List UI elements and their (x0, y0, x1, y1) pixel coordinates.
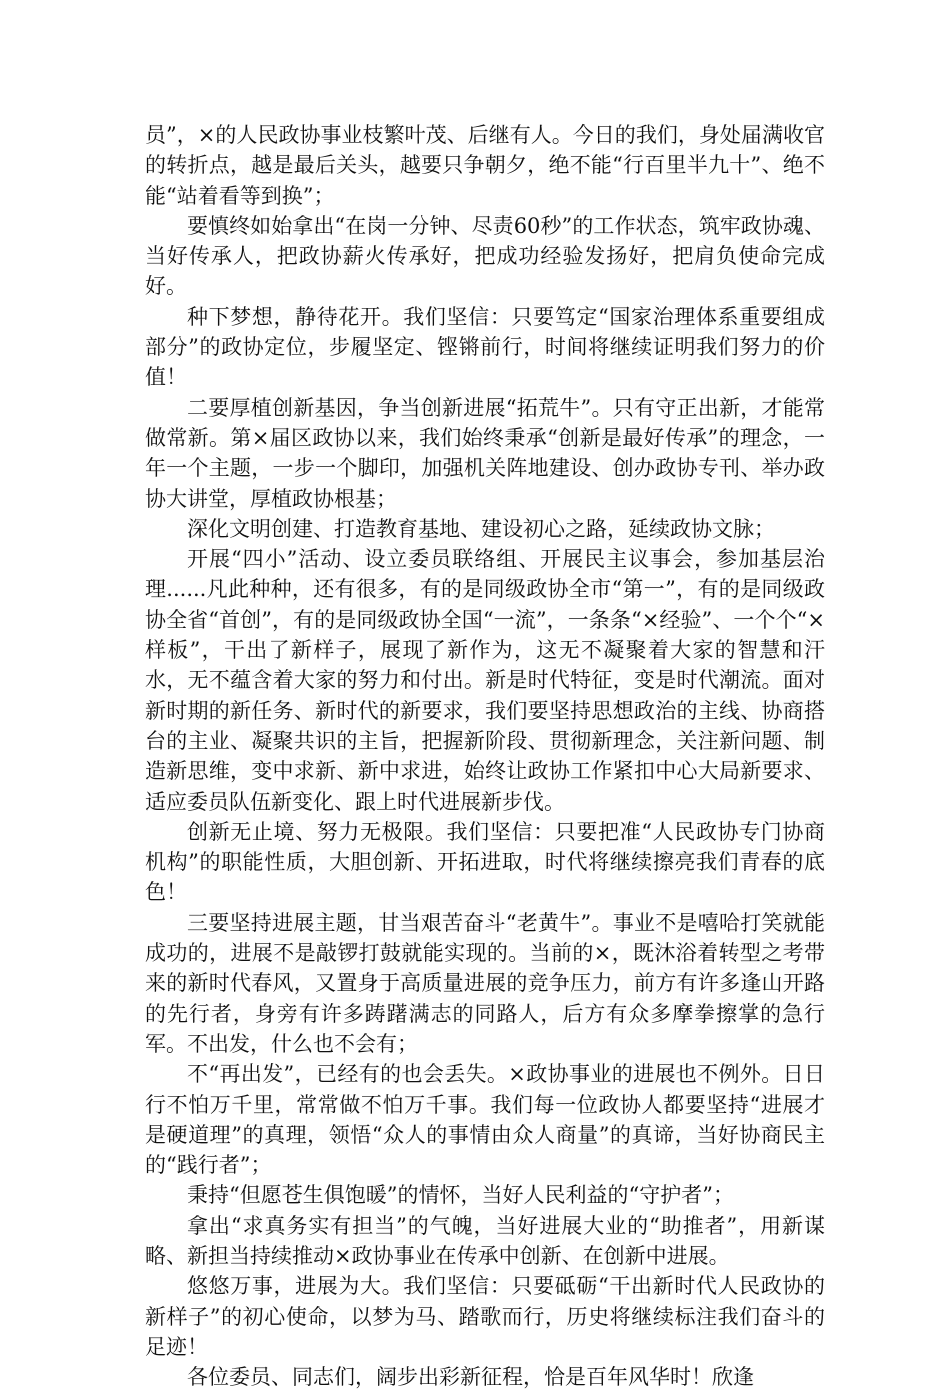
document-body (145, 120, 825, 1392)
paragraph-9: 不“再出发”，已经有的也会丢失。×政协事业的进展也不例外。日日行不怕万千里，常常做不怕万千事。我们每一位政协人都要坚持“进展才是硬道理”的真理，领悟“众人的事情由众人商量”的真谛，当好协商民主的“践行者”； (145, 1062, 825, 1178)
paragraph-11: 拿出“求真务实有担当”的气魄，当好进展大业的“助推者”，用新谋略、新担当持续推动×政协事业在传承中创新、在创新中进展。 (145, 1213, 825, 1268)
paragraph-1: 员”，×的人民政协事业枝繁叶茂、后继有人。今日的我们，身处届满收官的转折点，越是最后关头，越要只争朝夕，绝不能“行百里半九十”、绝不能“站着看等到换”； (145, 123, 825, 208)
paragraph-3: 种下梦想，静待花开。我们坚信：只要笃定“国家治理体系重要组成部分”的政协定位，步履坚定、铿锵前行，时间将继续证明我们努力的价值！ (145, 304, 825, 390)
paragraph-8: 三要坚持进展主题，甘当艰苦奋斗“老黄牛”。事业不是嘻哈打笑就能成功的，进展不是敲锣打鼓就能实现的。当前的×，既沐浴着转型之考带来的新时代春风，又置身于高质量进展的竞争压力，前方有许多逢山开路的先行者，身旁有许多踌躇满志的同路人，后方有众多摩拳擦掌的急行军。不出发，什么也不会有； (145, 910, 825, 1056)
paragraph-12: 悠悠万事，进展为大。我们坚信：只要砥砺“干出新时代人民政协的新样子”的初心使命，以梦为马、踏歌而行，历史将继续标注我们奋斗的足迹！ (145, 1274, 825, 1359)
paragraph-2: 要慎终如始拿出“在岗一分钟、尽责60秒”的工作状态，筑牢政协魂、当好传承人，把政协薪火传承好，把成功经验发扬好，把肩负使命完成好。 (145, 213, 825, 299)
paragraph-4: 二要厚植创新基因，争当创新进展“拓荒牛”。只有守正出新，才能常做常新。第×届区政协以来，我们始终秉承“创新是最好传承”的理念，一年一个主题，一步一个脚印，加强机关阵地建设、创办政协专刊、举办政协大讲堂，厚植政协根基； (145, 395, 825, 511)
paragraph-5: 深化文明创建、打造教育基地、建设初心之路，延续政协文脉； (187, 516, 775, 541)
paragraph-10: 秉持“但愿苍生俱饱暖”的情怀，当好人民利益的“守护者”； (187, 1183, 734, 1208)
paragraph-7: 创新无止境、努力无极限。我们坚信：只要把准“人民政协专门协商机构”的职能性质，大胆创新、开拓进取，时代将继续擦亮我们青春的底色！ (145, 819, 825, 905)
paragraph-6: 开展“四小”活动、设立委员联络组、开展民主议事会，参加基层治理......凡此种种，还有很多，有的是同级政协全市“第一”，有的是同级政协全省“首创”，有的是同级政协全国“一流”，一条条“×经验”、一个个“×样板”，干出了新样子，展现了新作为，这无不凝聚着大家的智慧和汗水，无不蕴含着大家的努力和付出。新是时代特征，变是时代潮流。面对新时期的新任务、新时代的新要求，我们要坚持思想政治的主线、协商搭台的主业、凝聚共识的主旨，把握新阶段、贯彻新理念，关注新问题、制造新思维，变中求新、新中求进，始终让政协工作紧扣中心大局新要求、适应委员队伍新变化、跟上时代进展新步伐。 (145, 547, 825, 814)
paragraph-13: 各位委员、同志们，阔步出彩新征程，恰是百年风华时！欣逢 (187, 1365, 754, 1390)
